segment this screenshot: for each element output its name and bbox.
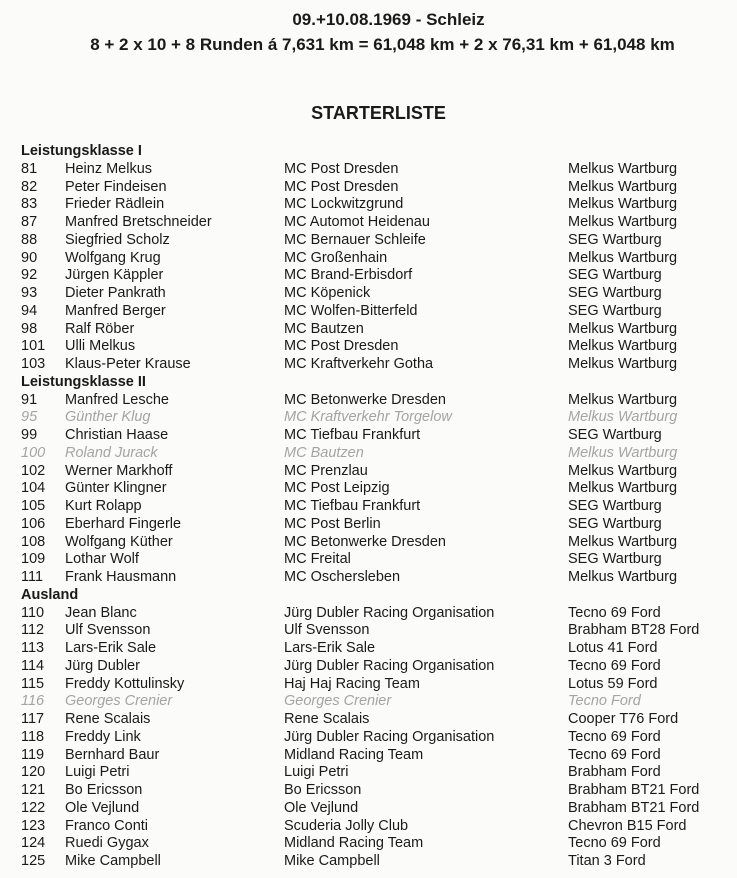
car-model: SEG Wartburg — [568, 515, 662, 532]
car-model: SEG Wartburg — [568, 285, 662, 301]
starter-row — [21, 835, 737, 853]
start-number: 99 — [21, 427, 38, 443]
driver-name: Freddy Kottulinsky — [65, 675, 185, 692]
driver-name: Günther Klug — [65, 409, 151, 426]
start-number: 120 — [21, 764, 46, 781]
starter-row — [21, 818, 737, 836]
starter-row-withdrawn — [21, 409, 737, 427]
club-name: MC Tiefbau Frankfurt — [284, 498, 421, 514]
start-number: 115 — [21, 675, 45, 692]
driver-name: Bo Ericsson — [65, 782, 143, 798]
driver-name: Peter Findeisen — [65, 178, 167, 195]
club-name: Ulf Svensson — [284, 622, 370, 639]
car-model: Tecno Ford — [568, 693, 641, 710]
club-name: MC Kraftverkehr Gotha — [284, 356, 434, 372]
starter-row — [21, 782, 737, 800]
club-name: Ole Vejlund — [284, 799, 359, 816]
starter-row — [21, 303, 737, 321]
club-name: MC Automot Heidenau — [284, 214, 430, 230]
club-name: MC Bautzen — [284, 320, 364, 337]
club-name: Jürg Dubler Racing Organisation — [284, 728, 495, 745]
club-name: MC Bernauer Schleife — [284, 231, 426, 248]
club-name: Midland Racing Team — [284, 835, 424, 852]
start-number: 92 — [21, 267, 38, 284]
club-name: MC Freital — [284, 551, 351, 568]
start-number: 102 — [21, 462, 46, 479]
driver-name: Ruedi Gygax — [65, 835, 149, 852]
start-number: 110 — [21, 604, 45, 621]
car-model: SEG Wartburg — [568, 302, 662, 319]
start-number: 108 — [21, 533, 46, 550]
car-model: SEG Wartburg — [568, 498, 662, 514]
starter-row — [21, 338, 737, 356]
car-model: Melkus Wartburg — [568, 178, 678, 195]
club-name: Rene Scalais — [284, 711, 370, 727]
car-model: SEG Wartburg — [568, 267, 662, 284]
start-number: 81 — [21, 160, 38, 177]
driver-name: Manfred Lesche — [65, 391, 169, 408]
start-number: 88 — [21, 231, 38, 248]
driver-name: Jürg Dubler — [65, 657, 140, 674]
car-model: Melkus Wartburg — [568, 462, 678, 479]
car-model: Tecno 69 Ford — [568, 604, 661, 621]
club-name: MC Betonwerke Dresden — [284, 533, 446, 550]
start-number: 118 — [21, 728, 45, 745]
starter-row — [21, 285, 737, 303]
driver-name: Wolfgang Küther — [65, 533, 173, 550]
start-number: 109 — [21, 551, 46, 568]
car-model: Brabham Ford — [568, 764, 661, 781]
page-title: STARTERLISTE — [311, 103, 446, 123]
club-name: MC Post Dresden — [284, 178, 399, 195]
club-name: MC Oschersleben — [284, 569, 401, 585]
start-number: 125 — [21, 853, 46, 869]
car-model: Melkus Wartburg — [568, 409, 678, 426]
driver-name: Siegfried Scholz — [65, 231, 170, 248]
start-number: 112 — [21, 622, 45, 639]
club-name: Jürg Dubler Racing Organisation — [284, 657, 495, 674]
start-number: 113 — [21, 640, 45, 656]
section-heading: Ausland — [21, 586, 79, 603]
club-name: MC Betonwerke Dresden — [284, 391, 446, 408]
starter-row — [21, 853, 737, 871]
starter-row — [21, 498, 737, 516]
car-model: Melkus Wartburg — [568, 160, 678, 177]
car-model: Tecno 69 Ford — [568, 746, 661, 763]
club-name: Midland Racing Team — [284, 746, 424, 763]
car-model: Brabham BT21 Ford — [568, 799, 700, 816]
start-number: 82 — [21, 178, 38, 195]
driver-name: Roland Jurack — [65, 444, 158, 461]
starter-row — [21, 747, 737, 765]
driver-name: Frieder Rädlein — [65, 196, 165, 213]
driver-name: Jürgen Käppler — [65, 267, 164, 284]
car-model: Cooper T76 Ford — [568, 711, 679, 727]
car-model: Melkus Wartburg — [568, 214, 678, 230]
club-name: Georges Crenier — [284, 693, 392, 710]
driver-name: Manfred Bretschneider — [65, 214, 212, 230]
starter-row — [21, 569, 737, 587]
car-model: SEG Wartburg — [568, 551, 662, 568]
start-number: 111 — [21, 569, 44, 585]
car-model: Melkus Wartburg — [568, 391, 678, 408]
club-name: Lars-Erik Sale — [284, 640, 376, 656]
car-model: Melkus Wartburg — [568, 249, 678, 266]
driver-name: Ralf Röber — [65, 320, 135, 337]
club-name: MC Prenzlau — [284, 462, 368, 479]
club-name: MC Post Berlin — [284, 515, 381, 532]
car-model: Titan 3 Ford — [568, 853, 646, 869]
club-name: MC Kraftverkehr Torgelow — [284, 409, 452, 426]
starter-row — [21, 551, 737, 569]
driver-name: Mike Campbell — [65, 853, 161, 869]
car-model: Lotus 59 Ford — [568, 675, 658, 692]
driver-name: Kurt Rolapp — [65, 498, 142, 514]
start-number: 95 — [21, 409, 38, 426]
club-name: Haj Haj Racing Team — [284, 675, 420, 692]
driver-name: Luigi Petri — [65, 764, 130, 781]
starter-row — [21, 161, 737, 179]
car-model: Chevron B15 Ford — [568, 817, 687, 834]
start-number: 87 — [21, 214, 38, 230]
car-model: Tecno 69 Ford — [568, 657, 661, 674]
car-model: Tecno 69 Ford — [568, 728, 661, 745]
driver-name: Christian Haase — [65, 427, 169, 443]
starter-row — [21, 250, 737, 268]
starter-row — [21, 676, 737, 694]
starter-list — [21, 143, 737, 871]
driver-name: Manfred Berger — [65, 302, 166, 319]
driver-name: Frank Hausmann — [65, 569, 177, 585]
section-heading: Leistungsklasse I — [21, 143, 142, 159]
car-model: Melkus Wartburg — [568, 338, 678, 355]
starter-row — [21, 321, 737, 339]
car-model: Melkus Wartburg — [568, 356, 678, 372]
club-name: MC Wolfen-Bitterfeld — [284, 302, 418, 319]
start-number: 117 — [21, 711, 45, 727]
driver-name: Eberhard Fingerle — [65, 515, 182, 532]
starter-row — [21, 179, 737, 197]
club-name: MC Lockwitzgrund — [284, 196, 404, 213]
starter-row — [21, 729, 737, 747]
event-date-location: 09.+10.08.1969 - Schleiz — [292, 10, 485, 29]
start-number: 119 — [21, 746, 45, 763]
driver-name: Günter Klingner — [65, 480, 167, 497]
starter-row — [21, 427, 737, 445]
start-number: 94 — [21, 302, 38, 319]
driver-name: Klaus-Peter Krause — [65, 356, 191, 372]
car-model: Brabham BT21 Ford — [568, 782, 700, 798]
starter-row — [21, 356, 737, 374]
starter-row-withdrawn — [21, 445, 737, 463]
starter-row — [21, 196, 737, 214]
starter-row — [21, 800, 737, 818]
start-number: 114 — [21, 657, 45, 674]
driver-name: Wolfgang Krug — [65, 249, 161, 266]
driver-name: Freddy Link — [65, 728, 141, 745]
club-name: Mike Campbell — [284, 853, 380, 869]
car-model: Tecno 69 Ford — [568, 835, 661, 852]
club-name: MC Post Leipzig — [284, 480, 390, 497]
start-number: 106 — [21, 515, 46, 532]
car-model: Melkus Wartburg — [568, 196, 678, 213]
driver-name: Ulf Svensson — [65, 622, 151, 639]
section-heading: Leistungsklasse II — [21, 373, 146, 390]
club-name: MC Post Dresden — [284, 160, 399, 177]
starter-row — [21, 516, 737, 534]
starter-row — [21, 267, 737, 285]
starter-row-withdrawn — [21, 693, 737, 711]
car-model: Melkus Wartburg — [568, 533, 678, 550]
car-model: Melkus Wartburg — [568, 444, 678, 461]
start-number: 83 — [21, 196, 38, 213]
start-number: 101 — [21, 338, 46, 355]
club-name: Luigi Petri — [284, 764, 349, 781]
starter-row — [21, 658, 737, 676]
driver-name: Lothar Wolf — [65, 551, 139, 568]
starter-row — [21, 232, 737, 250]
starter-row — [21, 480, 737, 498]
starter-row — [21, 534, 737, 552]
car-model: SEG Wartburg — [568, 231, 662, 248]
start-number: 90 — [21, 249, 38, 266]
car-model: Melkus Wartburg — [568, 320, 678, 337]
driver-name: Ole Vejlund — [65, 799, 140, 816]
driver-name: Rene Scalais — [65, 711, 151, 727]
start-number: 122 — [21, 799, 46, 816]
driver-name: Lars-Erik Sale — [65, 640, 157, 656]
club-name: MC Brand-Erbisdorf — [284, 267, 413, 284]
starter-row — [21, 463, 737, 481]
starter-row — [21, 640, 737, 658]
club-name: MC Köpenick — [284, 285, 371, 301]
start-number: 103 — [21, 356, 46, 372]
club-name: Jürg Dubler Racing Organisation — [284, 604, 495, 621]
start-number: 105 — [21, 498, 46, 514]
club-name: MC Großenhain — [284, 249, 388, 266]
start-number: 121 — [21, 782, 46, 798]
start-number: 93 — [21, 285, 38, 301]
driver-name: Georges Crenier — [65, 693, 173, 710]
start-number: 116 — [21, 693, 45, 710]
club-name: MC Post Dresden — [284, 338, 399, 355]
start-number: 124 — [21, 835, 46, 852]
driver-name: Franco Conti — [65, 817, 149, 834]
driver-name: Dieter Pankrath — [65, 285, 166, 301]
starter-row — [21, 605, 737, 623]
start-number: 123 — [21, 817, 46, 834]
club-name: Bo Ericsson — [284, 782, 362, 798]
club-name: MC Tiefbau Frankfurt — [284, 427, 421, 443]
car-model: Melkus Wartburg — [568, 480, 678, 497]
car-model: Lotus 41 Ford — [568, 640, 658, 656]
start-number: 98 — [21, 320, 38, 337]
car-model: Brabham BT28 Ford — [568, 622, 700, 639]
start-number: 100 — [21, 444, 46, 461]
starter-row — [21, 214, 737, 232]
race-distance-line: 8 + 2 x 10 + 8 Runden á 7,631 km = 61,048 km + 2 x 76,31 km + 61,048 km — [90, 35, 675, 54]
car-model: Melkus Wartburg — [568, 569, 678, 585]
start-number: 104 — [21, 480, 46, 497]
starter-row — [21, 392, 737, 410]
starter-row — [21, 622, 737, 640]
club-name: Scuderia Jolly Club — [284, 817, 409, 834]
start-number: 91 — [21, 391, 38, 408]
driver-name: Werner Markhoff — [65, 462, 173, 479]
club-name: MC Bautzen — [284, 444, 364, 461]
car-model: SEG Wartburg — [568, 427, 662, 443]
driver-name: Jean Blanc — [65, 604, 137, 621]
starter-row — [21, 711, 737, 729]
driver-name: Ulli Melkus — [65, 338, 136, 355]
driver-name: Bernhard Baur — [65, 746, 160, 763]
driver-name: Heinz Melkus — [65, 160, 153, 177]
starter-row — [21, 764, 737, 782]
